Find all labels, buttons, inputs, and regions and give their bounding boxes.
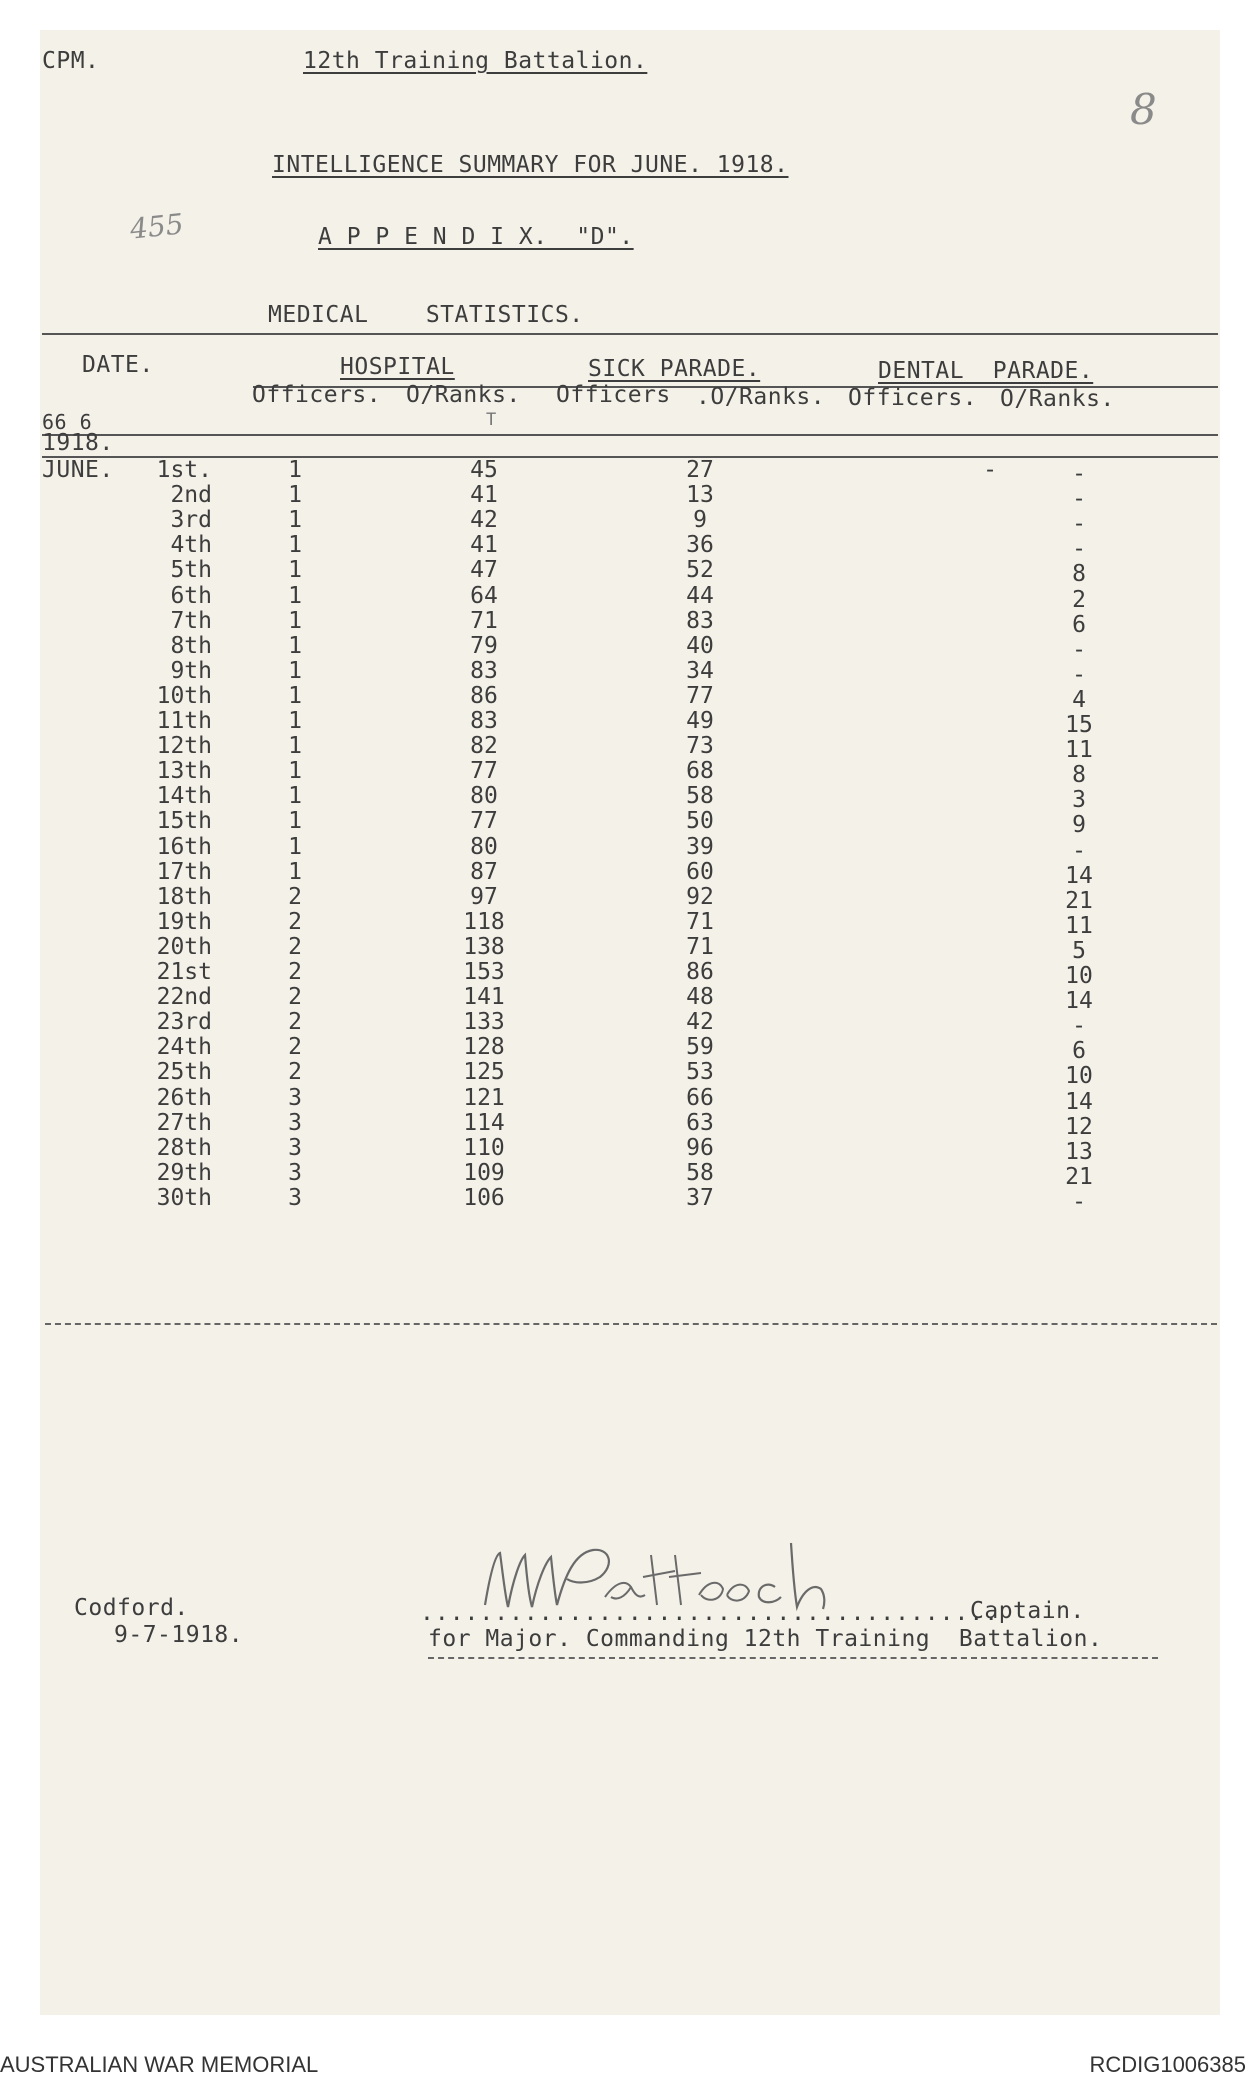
cell-dental-or: 21 bbox=[1065, 887, 1093, 914]
row-date: 18th bbox=[156, 883, 212, 910]
closing-rank: Captain. bbox=[970, 1598, 1085, 1624]
cell-hosp-or: 82 bbox=[470, 733, 498, 760]
cell-hosp-off: 1 bbox=[288, 858, 302, 885]
cell-dental-or: - bbox=[1072, 536, 1086, 563]
row-date: 30th bbox=[156, 1184, 212, 1211]
row-date: 3rd bbox=[170, 507, 212, 534]
row-date: 15th bbox=[156, 808, 212, 835]
group-dental-parade: DENTAL PARADE. bbox=[878, 358, 1094, 384]
cell-hosp-off: 1 bbox=[288, 457, 302, 483]
row-date: 25th bbox=[156, 1059, 212, 1086]
cell-hosp-or: 80 bbox=[470, 833, 498, 860]
group-hospital: HOSPITAL bbox=[340, 354, 455, 380]
dashed-rule-end-table bbox=[45, 1323, 1217, 1325]
cell-hosp-or: 77 bbox=[470, 758, 498, 785]
cell-sick-or: 13 bbox=[686, 482, 714, 509]
cell-dental-or: 8 bbox=[1072, 762, 1086, 789]
row-date: 11th bbox=[156, 708, 212, 734]
cell-sick-or: 59 bbox=[686, 1034, 714, 1061]
signature-dots: ....................................... bbox=[420, 1600, 1000, 1626]
cell-hosp-or: 121 bbox=[463, 1084, 505, 1111]
cell-dental-or: - bbox=[1072, 511, 1086, 538]
row-date: 19th bbox=[156, 908, 212, 935]
cell-sick-or: 40 bbox=[686, 632, 714, 659]
cell-dental-or: 21 bbox=[1065, 1163, 1093, 1190]
pencil-number: 455 bbox=[128, 207, 186, 246]
row-date: 8th bbox=[170, 632, 212, 659]
cell-hosp-or: 141 bbox=[463, 984, 505, 1011]
group-sick-parade: SICK PARADE. bbox=[588, 356, 761, 382]
cell-sick-or: 68 bbox=[686, 758, 714, 785]
cell-hosp-or: 97 bbox=[470, 883, 498, 910]
footer-catalog-id: RCDIG1006385 bbox=[1089, 2052, 1246, 2077]
row-date: 16th bbox=[156, 833, 212, 860]
cell-dental-off: - bbox=[983, 457, 997, 483]
summary-title: INTELLIGENCE SUMMARY FOR JUNE. 1918. bbox=[272, 152, 789, 178]
cell-dental-or: - bbox=[1072, 837, 1086, 864]
cell-hosp-or: 87 bbox=[470, 858, 498, 885]
row-date: 20th bbox=[156, 933, 212, 960]
rule-below-year bbox=[42, 456, 1218, 458]
cell-dental-or: - bbox=[1072, 486, 1086, 513]
cell-hosp-off: 3 bbox=[288, 1184, 302, 1211]
cell-hosp-or: 153 bbox=[463, 959, 505, 985]
closing-place: Codford. bbox=[74, 1595, 189, 1621]
cell-hosp-or: 41 bbox=[470, 532, 498, 559]
cell-sick-or: 53 bbox=[686, 1059, 714, 1086]
cell-hosp-or: 106 bbox=[463, 1184, 505, 1211]
cell-dental-or: 4 bbox=[1072, 686, 1086, 713]
cell-hosp-or: 133 bbox=[463, 1009, 505, 1036]
row-date: 28th bbox=[156, 1134, 212, 1161]
cell-hosp-or: 42 bbox=[470, 507, 498, 534]
cell-dental-or: 6 bbox=[1072, 611, 1086, 638]
cell-sick-or: 37 bbox=[686, 1184, 714, 1211]
cell-hosp-or: 114 bbox=[463, 1109, 505, 1136]
cell-hosp-or: 128 bbox=[463, 1034, 505, 1061]
cell-dental-or: 3 bbox=[1072, 787, 1086, 814]
cell-hosp-off: 1 bbox=[288, 482, 302, 509]
cell-hosp-or: 83 bbox=[470, 708, 498, 734]
cell-sick-or: 58 bbox=[686, 783, 714, 810]
cell-sick-or: 34 bbox=[686, 657, 714, 684]
cell-sick-or: 50 bbox=[686, 808, 714, 835]
page-number: 8 bbox=[1130, 85, 1157, 134]
cell-hosp-off: 1 bbox=[288, 607, 302, 634]
cell-sick-or: 83 bbox=[686, 607, 714, 634]
cell-hosp-off: 1 bbox=[288, 833, 302, 860]
cell-dental-or: 6 bbox=[1072, 1038, 1086, 1065]
cell-hosp-or: 71 bbox=[470, 607, 498, 634]
cell-dental-or: 11 bbox=[1065, 912, 1093, 939]
row-date: 6th bbox=[170, 582, 212, 609]
rule-mid bbox=[42, 434, 1218, 436]
closing-for-line: for Major. Commanding 12th Training Battalion. bbox=[428, 1626, 1103, 1652]
row-date: 21st bbox=[156, 959, 212, 985]
cell-hosp-off: 3 bbox=[288, 1109, 302, 1136]
row-date: 17th bbox=[156, 858, 212, 885]
cell-hosp-or: 45 bbox=[470, 457, 498, 483]
cell-hosp-or: 64 bbox=[470, 582, 498, 609]
cell-sick-or: 66 bbox=[686, 1084, 714, 1111]
row-date: 12th bbox=[156, 733, 212, 760]
cell-dental-or: 14 bbox=[1065, 862, 1093, 889]
cell-hosp-or: 125 bbox=[463, 1059, 505, 1086]
cell-sick-or: 71 bbox=[686, 933, 714, 960]
row-date: 23rd bbox=[156, 1009, 212, 1036]
cell-hosp-off: 1 bbox=[288, 708, 302, 734]
cell-dental-or: 15 bbox=[1065, 712, 1093, 738]
cell-sick-or: 71 bbox=[686, 908, 714, 935]
footer-source: AUSTRALIAN WAR MEMORIAL bbox=[0, 2052, 319, 2077]
cell-hosp-off: 1 bbox=[288, 632, 302, 659]
row-date: 10th bbox=[156, 682, 212, 709]
cell-hosp-off: 3 bbox=[288, 1159, 302, 1186]
row-date: 14th bbox=[156, 783, 212, 810]
cell-sick-or: 49 bbox=[686, 708, 714, 734]
row-date: 27th bbox=[156, 1109, 212, 1136]
cell-dental-or: - bbox=[1072, 661, 1086, 688]
margin-mark: 66 6 bbox=[42, 410, 93, 434]
row-date: 1st. bbox=[156, 457, 212, 483]
cell-sick-or: 96 bbox=[686, 1134, 714, 1161]
cell-dental-or: 9 bbox=[1072, 812, 1086, 839]
appendix-heading: A P P E N D I X. "D". bbox=[318, 224, 634, 250]
subheader-hospital-officers: Officers. bbox=[252, 382, 382, 408]
closing-date: 9-7-1918. bbox=[114, 1622, 244, 1648]
section-title: MEDICAL STATISTICS. bbox=[268, 302, 584, 328]
cell-dental-or: - bbox=[1072, 461, 1086, 487]
cell-hosp-or: 83 bbox=[470, 657, 498, 684]
cell-sick-or: 42 bbox=[686, 1009, 714, 1036]
cell-hosp-off: 1 bbox=[288, 783, 302, 810]
cell-hosp-or: 118 bbox=[463, 908, 505, 935]
cell-hosp-off: 2 bbox=[288, 1034, 302, 1061]
cell-dental-or: 13 bbox=[1065, 1138, 1093, 1165]
cell-sick-or: 58 bbox=[686, 1159, 714, 1186]
cell-hosp-off: 1 bbox=[288, 733, 302, 760]
cell-hosp-off: 3 bbox=[288, 1134, 302, 1161]
cell-hosp-or: 41 bbox=[470, 482, 498, 509]
cell-sick-or: 27 bbox=[686, 457, 714, 483]
row-date: 13th bbox=[156, 758, 212, 785]
row-date: 5th bbox=[170, 557, 212, 584]
row-date: 29th bbox=[156, 1159, 212, 1186]
cell-dental-or: - bbox=[1072, 636, 1086, 663]
year-label: 1918. bbox=[42, 430, 114, 456]
row-date: 22nd bbox=[156, 984, 212, 1011]
cell-hosp-off: 2 bbox=[288, 908, 302, 935]
cell-sick-or: 73 bbox=[686, 733, 714, 760]
cell-hosp-off: 1 bbox=[288, 582, 302, 609]
cell-dental-or: 5 bbox=[1072, 937, 1086, 964]
row-date: 9th bbox=[170, 657, 212, 684]
row-date: 26th bbox=[156, 1084, 212, 1111]
row-date: 4th bbox=[170, 532, 212, 559]
cell-hosp-or: 110 bbox=[463, 1134, 505, 1161]
subheader-sick-ranks: .O/Ranks. bbox=[696, 384, 826, 410]
cell-dental-or: 11 bbox=[1065, 737, 1093, 764]
cell-dental-or: 10 bbox=[1065, 1063, 1093, 1090]
row-date: 24th bbox=[156, 1034, 212, 1061]
cell-dental-or: 12 bbox=[1065, 1113, 1093, 1140]
cell-sick-or: 52 bbox=[686, 557, 714, 584]
cell-dental-or: - bbox=[1072, 1013, 1086, 1040]
cell-hosp-off: 2 bbox=[288, 1059, 302, 1086]
dashed-rule-signature bbox=[428, 1657, 1158, 1659]
cell-dental-or: 10 bbox=[1065, 963, 1093, 989]
cell-hosp-off: 1 bbox=[288, 758, 302, 785]
subheader-sick-officers: Officers bbox=[556, 382, 671, 408]
cell-dental-or: 8 bbox=[1072, 561, 1086, 588]
subheader-dental-officers: Officers. bbox=[848, 385, 978, 411]
cell-sick-or: 77 bbox=[686, 682, 714, 709]
cell-hosp-or: 86 bbox=[470, 682, 498, 709]
cell-hosp-off: 1 bbox=[288, 808, 302, 835]
cell-hosp-or: 109 bbox=[463, 1159, 505, 1186]
cell-sick-or: 9 bbox=[693, 507, 707, 534]
cell-hosp-or: 77 bbox=[470, 808, 498, 835]
cell-hosp-off: 2 bbox=[288, 959, 302, 985]
cell-sick-or: 60 bbox=[686, 858, 714, 885]
cell-hosp-off: 1 bbox=[288, 682, 302, 709]
cell-sick-or: 36 bbox=[686, 532, 714, 559]
cell-dental-or: 2 bbox=[1072, 586, 1086, 613]
cell-hosp-off: 1 bbox=[288, 557, 302, 584]
cell-sick-or: 39 bbox=[686, 833, 714, 860]
subheader-hospital-ranks: O/Ranks. bbox=[406, 382, 521, 408]
cell-hosp-off: 1 bbox=[288, 657, 302, 684]
cell-hosp-or: 80 bbox=[470, 783, 498, 810]
rule-top bbox=[42, 333, 1218, 335]
row-date: 7th bbox=[170, 607, 212, 634]
cell-hosp-off: 2 bbox=[288, 883, 302, 910]
cell-dental-or: 14 bbox=[1065, 988, 1093, 1015]
cell-sick-or: 63 bbox=[686, 1109, 714, 1136]
cell-hosp-or: 47 bbox=[470, 557, 498, 584]
mark-t: T bbox=[486, 410, 497, 430]
date-header: DATE. bbox=[82, 352, 154, 378]
cell-sick-or: 48 bbox=[686, 984, 714, 1011]
cell-sick-or: 44 bbox=[686, 582, 714, 609]
cell-hosp-or: 79 bbox=[470, 632, 498, 659]
cell-hosp-off: 3 bbox=[288, 1084, 302, 1111]
cell-hosp-off: 1 bbox=[288, 507, 302, 534]
cell-hosp-off: 1 bbox=[288, 532, 302, 559]
cell-dental-or: - bbox=[1072, 1188, 1086, 1215]
subheader-dental-ranks: O/Ranks. bbox=[1000, 386, 1115, 412]
cell-hosp-off: 2 bbox=[288, 933, 302, 960]
cell-hosp-off: 2 bbox=[288, 1009, 302, 1036]
cell-hosp-off: 2 bbox=[288, 984, 302, 1011]
month-label: JUNE. bbox=[42, 457, 114, 483]
cell-sick-or: 86 bbox=[686, 959, 714, 985]
battalion-heading: 12th Training Battalion. bbox=[303, 48, 648, 74]
row-date: 2nd bbox=[170, 482, 212, 509]
cell-dental-or: 14 bbox=[1065, 1088, 1093, 1115]
document-sheet bbox=[40, 30, 1220, 2015]
cell-hosp-or: 138 bbox=[463, 933, 505, 960]
reference-code: CPM. bbox=[42, 48, 100, 74]
cell-sick-or: 92 bbox=[686, 883, 714, 910]
